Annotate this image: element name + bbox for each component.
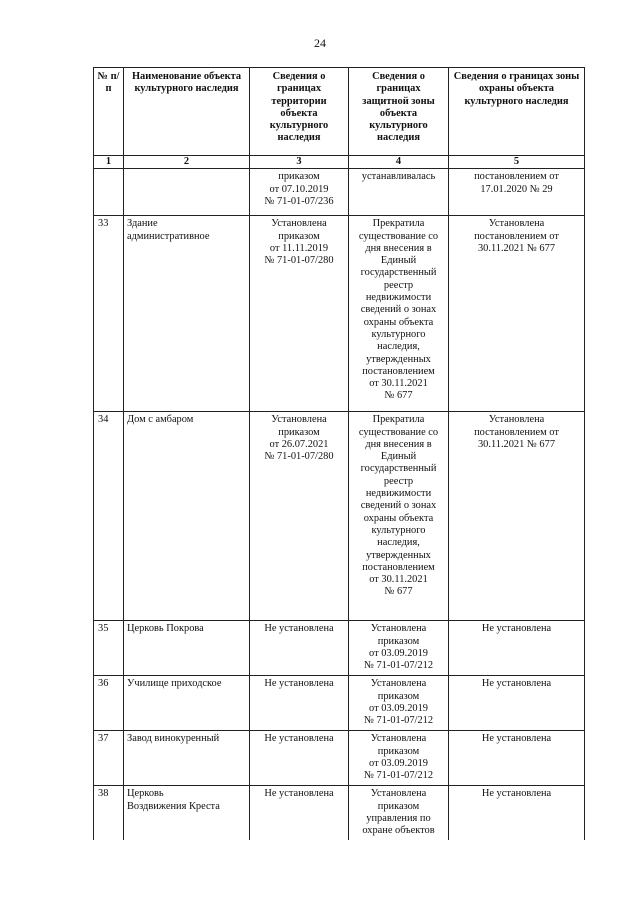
heritage-objects-table	[93, 67, 585, 840]
row-number: 35	[94, 621, 124, 676]
territory-cell: Установлена приказом от 26.07.2021 № 71-01-07/280	[250, 412, 349, 621]
territory-cell: приказом от 07.10.2019 № 71-01-07/236	[250, 169, 349, 216]
table-row	[94, 216, 585, 412]
table-header-row	[94, 68, 585, 156]
row-number: 34	[94, 412, 124, 621]
row-number: 36	[94, 676, 124, 731]
row-number: 38	[94, 786, 124, 841]
page-number: 24	[314, 36, 326, 50]
protection-zone-cell: Не установлена	[449, 621, 585, 676]
header-object-name: Наименование объекта культурного наследия	[124, 68, 250, 156]
column-number-row	[94, 156, 585, 169]
column-number: 1	[94, 156, 124, 169]
row-number: 33	[94, 216, 124, 412]
table-row	[94, 412, 585, 621]
table-row	[94, 621, 585, 676]
row-number	[94, 169, 124, 216]
protection-zone-cell: Не установлена	[449, 676, 585, 731]
table-row	[94, 169, 585, 216]
protective-zone-cell: Прекратила существование со дня внесения в Единый государственный реестр недвижимости сведений о зонах охраны объекта культурного наследия, утвержденных постановлением от 30.11.2021 № 677	[349, 216, 449, 412]
object-name-cell: Церковь Покрова	[124, 621, 250, 676]
row-number: 37	[94, 731, 124, 786]
object-name-cell	[124, 169, 250, 216]
protection-zone-cell: Установлена постановлением от 30.11.2021 № 677	[449, 412, 585, 621]
table-row	[94, 676, 585, 731]
territory-cell: Не установлена	[250, 731, 349, 786]
column-number: 4	[349, 156, 449, 169]
protective-zone-cell: Установлена приказом от 03.09.2019 № 71-01-07/212	[349, 676, 449, 731]
column-number: 3	[250, 156, 349, 169]
protective-zone-cell: Прекратила существование со дня внесения в Единый государственный реестр недвижимости сведений о зонах охраны объекта культурного наследия, утвержденных постановлением от 30.11.2021 № 677	[349, 412, 449, 621]
territory-cell: Не установлена	[250, 621, 349, 676]
table-row	[94, 731, 585, 786]
territory-cell: Не установлена	[250, 786, 349, 841]
protection-zone-cell: постановлением от 17.01.2020 № 29	[449, 169, 585, 216]
protective-zone-cell: устанавливалась	[349, 169, 449, 216]
protective-zone-cell: Установлена приказом управления по охране объектов	[349, 786, 449, 841]
object-name-cell: Здание административное	[124, 216, 250, 412]
table-row	[94, 786, 585, 841]
object-name-cell: Дом с амбаром	[124, 412, 250, 621]
protection-zone-cell: Установлена постановлением от 30.11.2021 № 677	[449, 216, 585, 412]
protection-zone-cell: Не установлена	[449, 731, 585, 786]
header-protective-zone: Сведения о границах защитной зоны объекта культурного наследия	[349, 68, 449, 156]
protection-zone-cell: Не установлена	[449, 786, 585, 841]
territory-cell: Не установлена	[250, 676, 349, 731]
protective-zone-cell: Установлена приказом от 03.09.2019 № 71-01-07/212	[349, 621, 449, 676]
object-name-cell: Церковь Воздвижения Креста	[124, 786, 250, 841]
territory-cell: Установлена приказом от 11.11.2019 № 71-01-07/280	[250, 216, 349, 412]
column-number: 2	[124, 156, 250, 169]
column-number: 5	[449, 156, 585, 169]
header-protection-zone: Сведения о границах зоны охраны объекта культурного наследия	[449, 68, 585, 156]
header-territory-boundaries: Сведения о границах территории объекта культурного наследия	[250, 68, 349, 156]
header-number: № п/п	[94, 68, 124, 156]
protective-zone-cell: Установлена приказом от 03.09.2019 № 71-01-07/212	[349, 731, 449, 786]
object-name-cell: Училище приходское	[124, 676, 250, 731]
object-name-cell: Завод винокуренный	[124, 731, 250, 786]
